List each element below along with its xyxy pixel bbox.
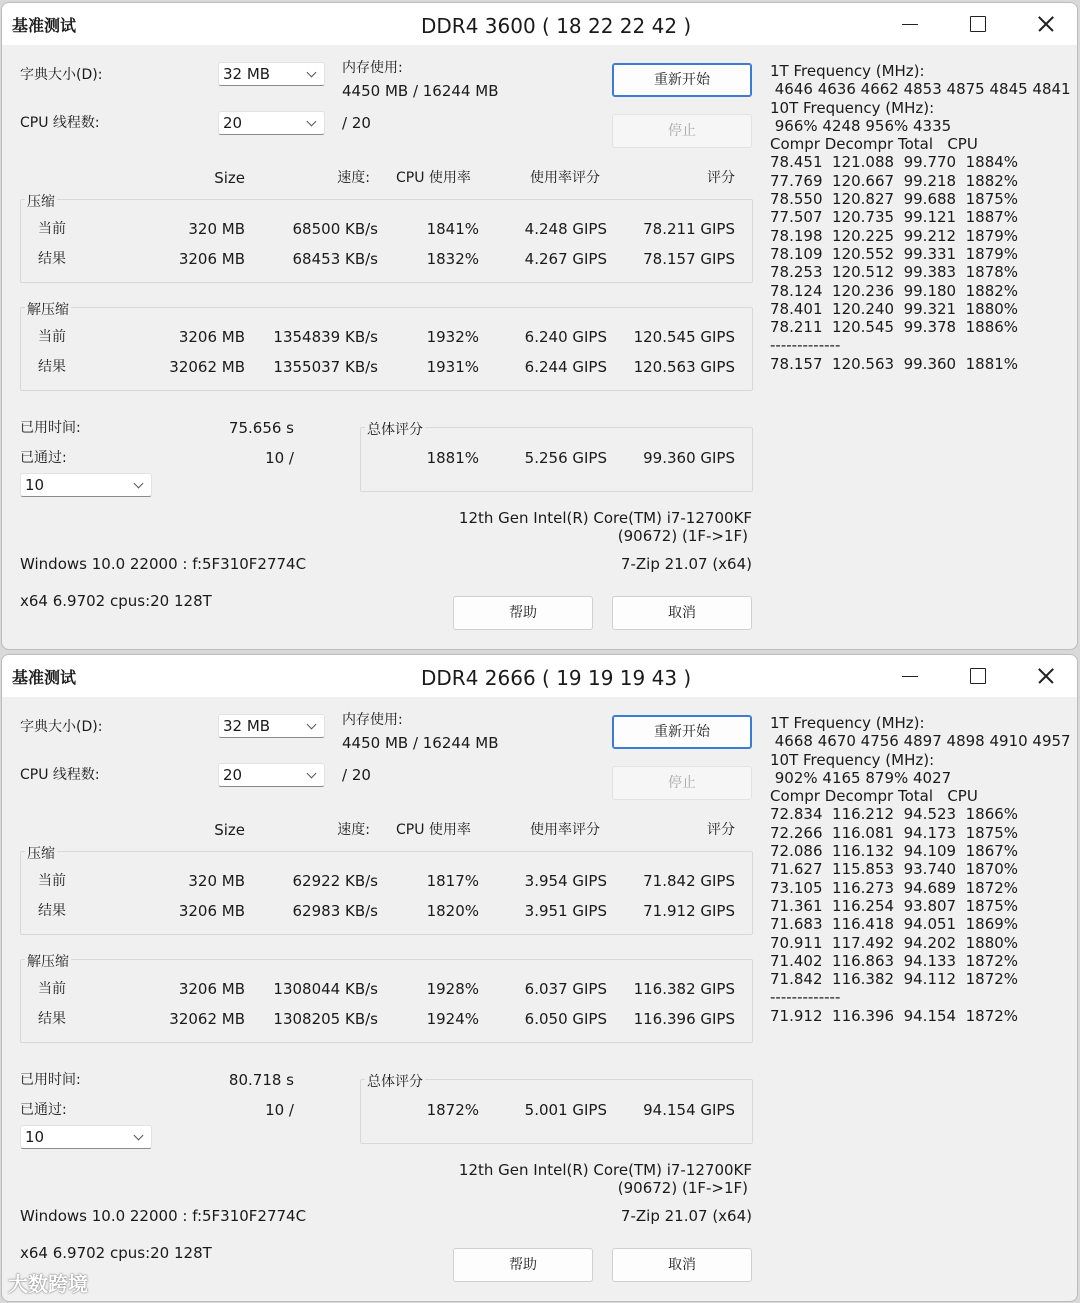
row-size: 3206 MB bbox=[178, 328, 245, 346]
row-rating: 78.211 GIPS bbox=[643, 220, 735, 238]
dict-size-value: 32 MB bbox=[223, 717, 271, 735]
row-size: 3206 MB bbox=[178, 902, 245, 920]
cancel-button[interactable]: 取消 bbox=[612, 596, 752, 630]
row-size: 32062 MB bbox=[169, 358, 245, 376]
total-usage-rating: 5.001 GIPS bbox=[524, 1101, 607, 1119]
cpu-name: 12th Gen Intel(R) Core(TM) i7-12700KF bbox=[458, 1161, 752, 1179]
stop-button[interactable]: 停止 bbox=[612, 766, 752, 800]
row-usage-rating: 6.050 GIPS bbox=[524, 1010, 607, 1028]
row-speed: 1308205 KB/s bbox=[273, 1010, 378, 1028]
dict-size-label: 字典大小(D): bbox=[20, 67, 103, 83]
chevron-down-icon bbox=[307, 117, 317, 127]
cpu-threads-select[interactable] bbox=[218, 111, 325, 135]
close-icon[interactable] bbox=[1022, 9, 1068, 39]
passes-select[interactable] bbox=[20, 473, 152, 497]
cpu-id: (90672) (1F->1F) bbox=[617, 1179, 748, 1197]
row-rating: 78.157 GIPS bbox=[643, 250, 735, 268]
arch-info: x64 6.9702 cpus:20 128T bbox=[20, 592, 212, 610]
compress-group bbox=[20, 199, 753, 283]
cpu-threads-label: CPU 线程数: bbox=[20, 767, 100, 783]
window-title: DDR4 2666 ( 19 19 19 43 ) bbox=[421, 666, 692, 690]
maximize-icon[interactable] bbox=[954, 9, 1000, 39]
header-cpu-usage: CPU 使用率 bbox=[396, 822, 471, 838]
dict-size-label: 字典大小(D): bbox=[20, 719, 103, 735]
row-label: 当前 bbox=[38, 873, 66, 889]
stop-button[interactable]: 停止 bbox=[612, 114, 752, 148]
cpu-threads-label: CPU 线程数: bbox=[20, 115, 100, 131]
row-rating: 120.563 GIPS bbox=[633, 358, 735, 376]
title-bar bbox=[2, 655, 1077, 697]
chevron-down-icon bbox=[307, 68, 317, 78]
cancel-button[interactable]: 取消 bbox=[612, 1248, 752, 1282]
total-cpu-usage: 1872% bbox=[426, 1101, 479, 1119]
cpu-threads-value: 20 bbox=[223, 114, 243, 132]
restart-button[interactable]: 重新开始 bbox=[612, 715, 752, 749]
row-usage-rating: 4.248 GIPS bbox=[524, 220, 607, 238]
total-cpu-usage: 1881% bbox=[426, 449, 479, 467]
row-label: 当前 bbox=[38, 329, 66, 345]
maximize-icon[interactable] bbox=[954, 661, 1000, 691]
passes-value: 10 / bbox=[265, 1101, 294, 1119]
row-cpu-usage: 1932% bbox=[426, 328, 479, 346]
row-cpu-usage: 1832% bbox=[426, 250, 479, 268]
memory-usage-value: 4450 MB / 16244 MB bbox=[342, 82, 499, 100]
memory-usage-label: 内存使用: bbox=[342, 60, 403, 76]
row-speed: 62983 KB/s bbox=[292, 902, 378, 920]
memory-usage-label: 内存使用: bbox=[342, 712, 403, 728]
window-title: DDR4 3600 ( 18 22 22 42 ) bbox=[421, 14, 692, 38]
app-name: 基准测试 bbox=[12, 16, 77, 35]
row-size: 3206 MB bbox=[178, 250, 245, 268]
close-icon[interactable] bbox=[1022, 661, 1068, 691]
row-label: 当前 bbox=[38, 221, 66, 237]
app-name: 基准测试 bbox=[12, 668, 77, 687]
frequency-results-text: 1T Frequency (MHz): 4646 4636 4662 4853 4875 4845 4841 10T Frequency (MHz): 966% 4248 956% 4335 Compr Decompr Total CPU 78.451 121.088 99.770 1884% 77.769 120.667 99.218 1882% 78.550 120.827 99.688 1875% 77.507 120.735 99.121 1887% 78.198 120.225 99.212 1879% 78.109 120.552 99.331 1879% 78.253 120.512 99.383 1878% 78.124 120.236 99.180 1882% 78.401 120.240 99.321 1880% 78.211 120.545 99.378 1886% ------------- 78.157 120.563 99.360 1881% bbox=[770, 62, 1071, 373]
row-size: 320 MB bbox=[188, 872, 245, 890]
row-label: 结果 bbox=[38, 359, 66, 375]
cpu-threads-total: / 20 bbox=[342, 766, 371, 784]
minimize-icon[interactable] bbox=[886, 9, 932, 39]
row-speed: 68500 KB/s bbox=[292, 220, 378, 238]
row-cpu-usage: 1820% bbox=[426, 902, 479, 920]
compress-group bbox=[20, 851, 753, 935]
total-rating-value: 94.154 GIPS bbox=[643, 1101, 735, 1119]
row-rating: 120.545 GIPS bbox=[633, 328, 735, 346]
decompress-group bbox=[20, 959, 753, 1043]
benchmark-window bbox=[1, 2, 1078, 650]
os-info: Windows 10.0 22000 : f:5F310F2774C bbox=[20, 1207, 307, 1225]
row-label: 结果 bbox=[38, 1011, 66, 1027]
row-cpu-usage: 1817% bbox=[426, 872, 479, 890]
row-cpu-usage: 1931% bbox=[426, 358, 479, 376]
decompress-label: 解压缩 bbox=[25, 299, 71, 319]
passes-select-value: 10 bbox=[25, 476, 45, 494]
decompress-group bbox=[20, 307, 753, 391]
elapsed-time-value: 75.656 s bbox=[228, 419, 294, 437]
cpu-threads-value: 20 bbox=[223, 766, 243, 784]
chevron-down-icon bbox=[307, 720, 317, 730]
elapsed-time-value: 80.718 s bbox=[228, 1071, 294, 1089]
minimize-icon[interactable] bbox=[886, 661, 932, 691]
row-usage-rating: 6.244 GIPS bbox=[524, 358, 607, 376]
passes-label: 已通过: bbox=[20, 1102, 67, 1118]
row-label: 结果 bbox=[38, 251, 66, 267]
passes-value: 10 / bbox=[265, 449, 294, 467]
row-speed: 62922 KB/s bbox=[292, 872, 378, 890]
title-bar bbox=[2, 3, 1077, 45]
passes-select-value: 10 bbox=[25, 1128, 45, 1146]
total-usage-rating: 5.256 GIPS bbox=[524, 449, 607, 467]
dict-size-select[interactable] bbox=[218, 62, 325, 86]
compress-label: 压缩 bbox=[25, 191, 57, 211]
memory-usage-value: 4450 MB / 16244 MB bbox=[342, 734, 499, 752]
row-usage-rating: 3.951 GIPS bbox=[524, 902, 607, 920]
row-usage-rating: 4.267 GIPS bbox=[524, 250, 607, 268]
row-speed: 1355037 KB/s bbox=[273, 358, 378, 376]
row-size: 3206 MB bbox=[178, 980, 245, 998]
header-rating: 评分 bbox=[707, 170, 735, 186]
row-usage-rating: 6.037 GIPS bbox=[524, 980, 607, 998]
help-button[interactable]: 帮助 bbox=[453, 596, 593, 630]
header-size: Size bbox=[214, 821, 245, 839]
dict-size-value: 32 MB bbox=[223, 65, 271, 83]
row-cpu-usage: 1928% bbox=[426, 980, 479, 998]
elapsed-time-label: 已用时间: bbox=[20, 420, 81, 436]
chevron-down-icon bbox=[134, 479, 144, 489]
header-speed: 速度: bbox=[337, 170, 370, 186]
chevron-down-icon bbox=[134, 1131, 144, 1141]
total-rating-label: 总体评分 bbox=[365, 419, 425, 439]
row-speed: 1354839 KB/s bbox=[273, 328, 378, 346]
header-size: Size bbox=[214, 169, 245, 187]
os-info: Windows 10.0 22000 : f:5F310F2774C bbox=[20, 555, 307, 573]
total-rating-value: 99.360 GIPS bbox=[643, 449, 735, 467]
chevron-down-icon bbox=[307, 769, 317, 779]
compress-label: 压缩 bbox=[25, 843, 57, 863]
cpu-threads-select[interactable] bbox=[218, 763, 325, 787]
passes-label: 已通过: bbox=[20, 450, 67, 466]
total-rating-label: 总体评分 bbox=[365, 1071, 425, 1091]
row-rating: 71.912 GIPS bbox=[643, 902, 735, 920]
cpu-name: 12th Gen Intel(R) Core(TM) i7-12700KF bbox=[458, 509, 752, 527]
watermark-text: 大数跨境 bbox=[8, 1272, 88, 1296]
header-usage-rating: 使用率评分 bbox=[530, 822, 600, 838]
passes-select[interactable] bbox=[20, 1125, 152, 1149]
row-speed: 68453 KB/s bbox=[292, 250, 378, 268]
header-rating: 评分 bbox=[707, 822, 735, 838]
row-size: 32062 MB bbox=[169, 1010, 245, 1028]
cpu-id: (90672) (1F->1F) bbox=[617, 527, 748, 545]
cpu-threads-total: / 20 bbox=[342, 114, 371, 132]
row-label: 当前 bbox=[38, 981, 66, 997]
restart-button[interactable]: 重新开始 bbox=[612, 63, 752, 97]
header-usage-rating: 使用率评分 bbox=[530, 170, 600, 186]
row-usage-rating: 6.240 GIPS bbox=[524, 328, 607, 346]
row-cpu-usage: 1924% bbox=[426, 1010, 479, 1028]
arch-info: x64 6.9702 cpus:20 128T bbox=[20, 1244, 212, 1262]
header-cpu-usage: CPU 使用率 bbox=[396, 170, 471, 186]
frequency-results-text: 1T Frequency (MHz): 4668 4670 4756 4897 4898 4910 4957 10T Frequency (MHz): 902% 4165 879% 4027 Compr Decompr Total CPU 72.834 116.212 94.523 1866% 72.266 116.081 94.173 1875% 72.086 116.132 94.109 1867% 71.627 115.853 93.740 1870% 73.105 116.273 94.689 1872% 71.361 116.254 93.807 1875% 71.683 116.418 94.051 1869% 70.911 117.492 94.202 1880% 71.402 116.863 94.133 1872% 71.842 116.382 94.112 1872% ------------- 71.912 116.396 94.154 1872% bbox=[770, 714, 1071, 1025]
row-cpu-usage: 1841% bbox=[426, 220, 479, 238]
row-speed: 1308044 KB/s bbox=[273, 980, 378, 998]
header-speed: 速度: bbox=[337, 822, 370, 838]
help-button[interactable]: 帮助 bbox=[453, 1248, 593, 1282]
row-rating: 71.842 GIPS bbox=[643, 872, 735, 890]
row-usage-rating: 3.954 GIPS bbox=[524, 872, 607, 890]
benchmark-window bbox=[1, 654, 1078, 1302]
elapsed-time-label: 已用时间: bbox=[20, 1072, 81, 1088]
decompress-label: 解压缩 bbox=[25, 951, 71, 971]
row-label: 结果 bbox=[38, 903, 66, 919]
row-size: 320 MB bbox=[188, 220, 245, 238]
dict-size-select[interactable] bbox=[218, 714, 325, 738]
zip-version: 7-Zip 21.07 (x64) bbox=[620, 1207, 752, 1225]
row-rating: 116.382 GIPS bbox=[633, 980, 735, 998]
zip-version: 7-Zip 21.07 (x64) bbox=[620, 555, 752, 573]
row-rating: 116.396 GIPS bbox=[633, 1010, 735, 1028]
